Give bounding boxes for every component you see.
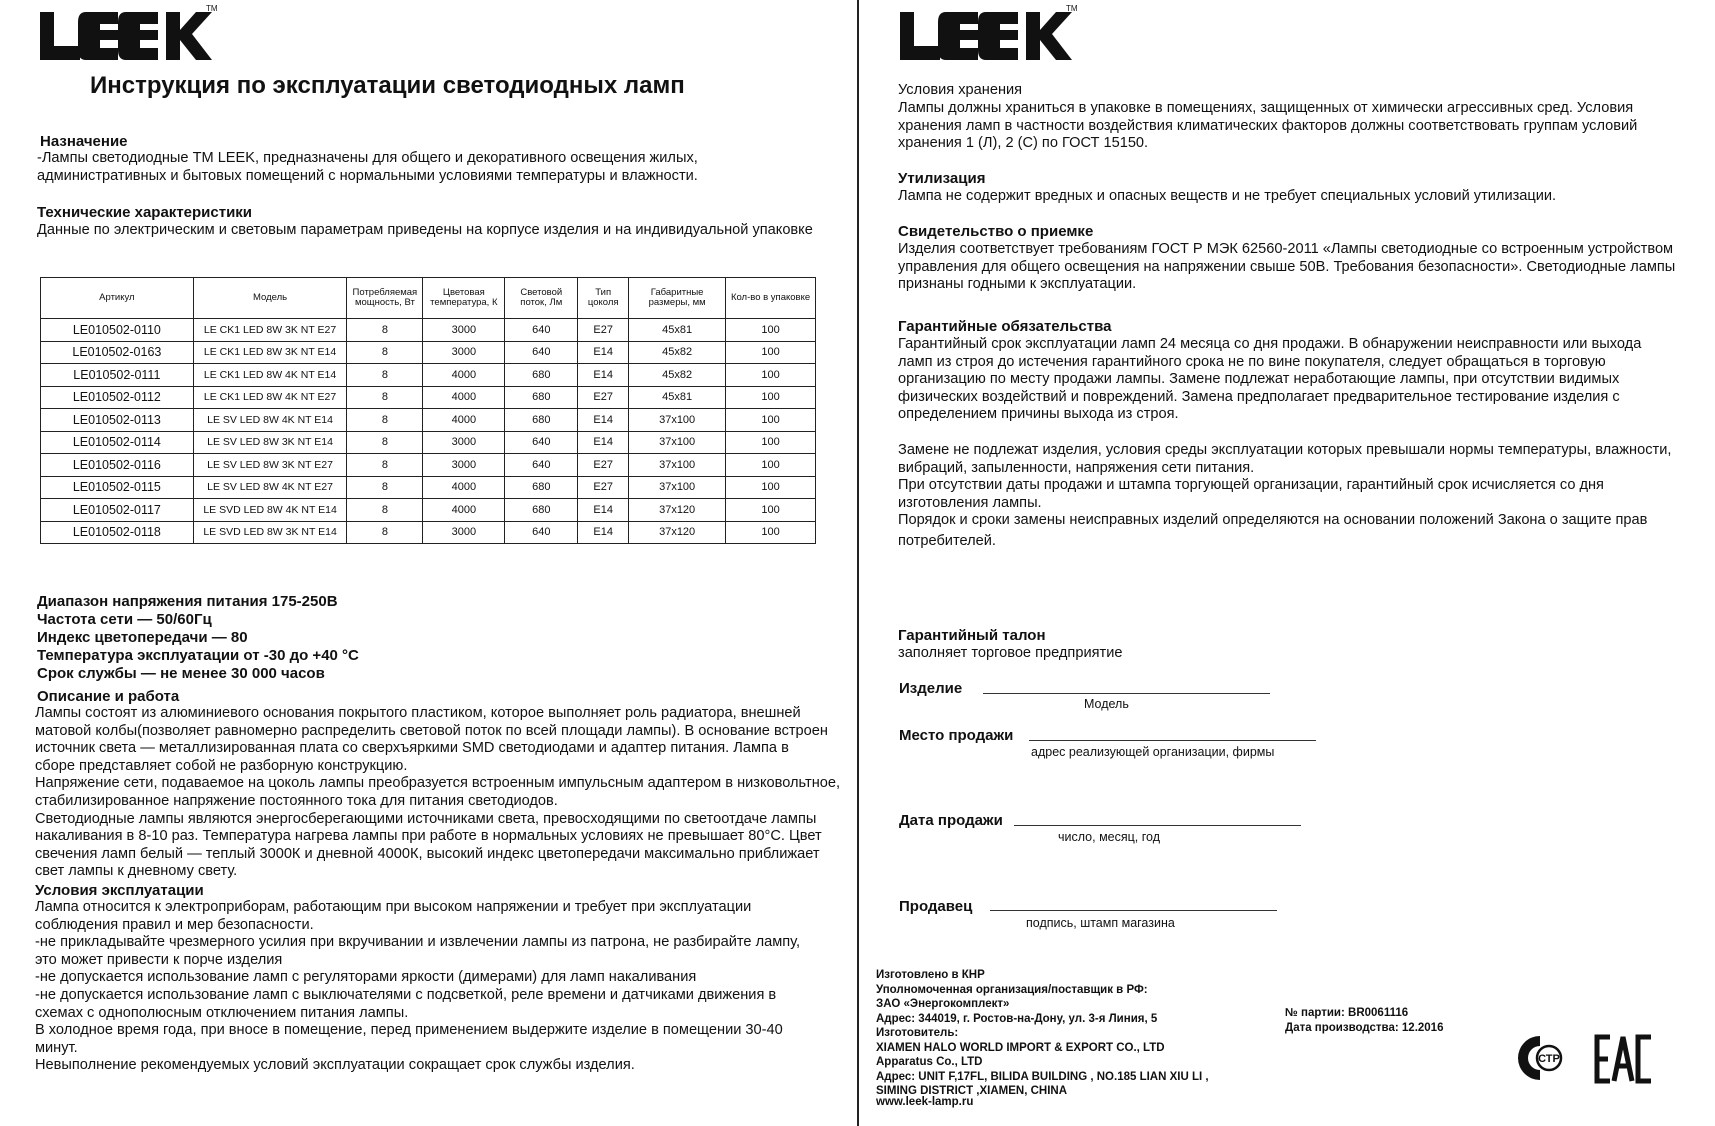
products-table: [40, 277, 816, 544]
table-cell: E14: [578, 499, 629, 522]
place-field-line[interactable]: [1029, 740, 1316, 741]
table-cell: 8: [347, 409, 423, 432]
acceptance-heading: Свидетельство о приемке: [898, 223, 1094, 240]
batch-info: № партии: BR0061116 Дата производства: 12.2016: [1285, 1007, 1444, 1034]
table-row: [41, 521, 816, 544]
table-cell: 640: [505, 431, 578, 454]
table-row: [41, 341, 816, 364]
column-header: Кол-во в упаковке: [726, 278, 816, 319]
table-cell: LE CK1 LED 8W 4K NT E14: [193, 364, 347, 387]
table-cell: 37x120: [629, 521, 726, 544]
table-row: [41, 364, 816, 387]
column-header: Световой поток, Лм: [505, 278, 578, 319]
table-cell: E14: [578, 431, 629, 454]
table-cell: 45x81: [629, 319, 726, 342]
svg-text:СТР: СТР: [1538, 1053, 1560, 1065]
table-cell: 8: [347, 499, 423, 522]
table-cell: E14: [578, 341, 629, 364]
table-cell: LE010502-0115: [41, 476, 194, 499]
table-cell: LE SVD LED 8W 4K NT E14: [193, 499, 347, 522]
document-title: Инструкция по эксплуатации светодиодных ламп: [90, 72, 685, 99]
tech-heading: Технические характеристики: [37, 204, 253, 221]
coupon-subtitle: заполняет торговое предприятие: [898, 645, 1123, 661]
table-cell: 8: [347, 319, 423, 342]
spec-lifetime: Срок службы — не менее 30 000 часов: [37, 665, 325, 682]
table-cell: 4000: [423, 386, 505, 409]
coupon-heading: Гарантийный талон: [898, 627, 1046, 644]
table-cell: 4000: [423, 476, 505, 499]
table-cell: 640: [505, 454, 578, 477]
table-cell: 3000: [423, 341, 505, 364]
table-cell: 8: [347, 431, 423, 454]
column-header: Артикул: [41, 278, 194, 319]
column-header: Тип цоколя: [578, 278, 629, 319]
table-cell: E14: [578, 364, 629, 387]
specs-list: [37, 593, 359, 683]
warranty-heading: Гарантийные обязательства: [898, 318, 1112, 335]
place-hint: адрес реализующей организации, фирмы: [1031, 745, 1275, 759]
table-cell: 8: [347, 454, 423, 477]
table-cell: LE SVD LED 8W 3K NT E14: [193, 521, 347, 544]
table-cell: 8: [347, 521, 423, 544]
svg-text:ЕАС: ЕАС: [1594, 1034, 1597, 1035]
table-cell: E27: [578, 476, 629, 499]
disposal-text: Лампа не содержит вредных и опасных веществ и не требует специальных условий утилизации.: [898, 188, 1557, 204]
table-row: [41, 454, 816, 477]
description-heading: Описание и работа: [37, 688, 180, 705]
table-row: [41, 476, 816, 499]
purpose-heading: Назначение: [40, 133, 128, 150]
table-cell: 8: [347, 386, 423, 409]
table-cell: 4000: [423, 499, 505, 522]
product-hint: Модель: [1084, 697, 1129, 711]
table-cell: LE CK1 LED 8W 3K NT E14: [193, 341, 347, 364]
eac-certification-icon: [1594, 1034, 1654, 1084]
seller-label: Продавец: [899, 898, 973, 915]
spec-frequency: Частота сети — 50/60Гц: [37, 611, 212, 628]
page-divider: [857, 0, 859, 1126]
table-cell: LE010502-0110: [41, 319, 194, 342]
table-row: [41, 409, 816, 432]
table-row: [41, 386, 816, 409]
table-cell: 37x100: [629, 409, 726, 432]
date-field-line[interactable]: [1014, 825, 1301, 826]
table-cell: 100: [726, 521, 816, 544]
table-cell: 680: [505, 499, 578, 522]
table-cell: LE CK1 LED 8W 3K NT E27: [193, 319, 347, 342]
table-cell: E27: [578, 319, 629, 342]
product-label: Изделие: [899, 680, 963, 697]
spec-temperature: Температура эксплуатации от -30 до +40 °С: [37, 647, 359, 664]
leek-logo-right: [898, 8, 1073, 62]
leek-logo: [38, 8, 213, 62]
table-cell: LE010502-0113: [41, 409, 194, 432]
table-cell: 640: [505, 521, 578, 544]
purpose-text: -Лампы светодиодные ТМ LEEK, предназначены для общего и декоративного освещения жилых, административных и бытовых помещений с нормальными условиями температуры и влажности.: [37, 150, 698, 184]
table-cell: LE CK1 LED 8W 4K NT E27: [193, 386, 347, 409]
table-cell: 8: [347, 364, 423, 387]
table-cell: 8: [347, 341, 423, 364]
table-cell: 640: [505, 319, 578, 342]
website-link[interactable]: www.leek-lamp.ru: [876, 1096, 974, 1108]
column-header: Модель: [193, 278, 347, 319]
table-cell: 100: [726, 476, 816, 499]
spec-voltage: Диапазон напряжения питания 175-250В: [37, 593, 338, 610]
table-row: [41, 499, 816, 522]
table-cell: LE010502-0117: [41, 499, 194, 522]
acceptance-text: Изделия соответствует требованиям ГОСТ Р МЭК 62560-2011 «Лампы светодиодные со встроенным устройством управления для общего освещения на напряжении свыше 50В. Требования безопасности». Светодиодные лампы признаны годными к эксплуатации.: [898, 241, 1676, 293]
table-cell: 3000: [423, 431, 505, 454]
product-field-line[interactable]: [983, 693, 1270, 694]
table-cell: E27: [578, 386, 629, 409]
table-cell: LE010502-0116: [41, 454, 194, 477]
warranty-text: Гарантийный срок эксплуатации ламп 24 месяца со дня продажи. В обнаружении неисправности или выхода ламп из строя до истечения гарантийного срока не по вине покупателя, следует обращаться в торговую организацию по месту продажи лампы. Замене подлежат неработающие лампы, при отсутствии видимых физических воздействий и повреждений. Замена предполагает предварительное тестирование изделия с определением причины выхода из строя.: [898, 336, 1642, 423]
trademark-mark-right: TM: [1066, 4, 1078, 13]
table-cell: 37x100: [629, 476, 726, 499]
table-cell: LE SV LED 8W 3K NT E27: [193, 454, 347, 477]
imprint-block: Изготовлено в КНР Уполномоченная организация/поставщик в РФ: ЗАО «Энергокомплект» Адрес: 344019, г. Ростов-на-Дону, ул. 3-я Линия, 5 Изготовитель: XIAMEN HALO WORLD IMPORT & EXPORT CO., LTD Apparatus Co., LTD Адрес: UNIT F,17FL, BILIDA BUILDING , NO.185 LIAN XIU LI , SIMING DISTRICT ,XIAMEN, CHINA: [876, 969, 1209, 1097]
table-cell: E14: [578, 521, 629, 544]
table-cell: 45x82: [629, 364, 726, 387]
table-cell: 4000: [423, 409, 505, 432]
table-cell: LE010502-0118: [41, 521, 194, 544]
table-cell: 3000: [423, 454, 505, 477]
table-cell: 680: [505, 476, 578, 499]
date-label: Дата продажи: [899, 812, 1003, 829]
table-cell: LE010502-0112: [41, 386, 194, 409]
warranty-text-2: Замене не подлежат изделия, условия среды эксплуатации которых превышали нормы температуры, влажности, вибраций, запыленности, напряжения сети питания. При отсутствии даты продажи и штампа торгующей организации, гарантийный срок исчисляется со дня изготовления лампы. Порядок и сроки замены неисправных изделий определяются на основании положений Закона о защите прав потребителей.: [898, 442, 1672, 549]
table-row: [41, 319, 816, 342]
table-cell: LE010502-0111: [41, 364, 194, 387]
table-cell: 100: [726, 386, 816, 409]
table-header-row: [41, 278, 816, 319]
table-cell: LE010502-0163: [41, 341, 194, 364]
date-hint: число, месяц, год: [1058, 830, 1161, 844]
seller-field-line[interactable]: [990, 910, 1277, 911]
table-cell: 4000: [423, 364, 505, 387]
table-cell: 100: [726, 454, 816, 477]
place-label: Место продажи: [899, 727, 1014, 744]
table-cell: 3000: [423, 521, 505, 544]
table-cell: 100: [726, 499, 816, 522]
tech-text: Данные по электрическим и световым параметрам приведены на корпусе изделия и на индивидуальной упаковке: [37, 222, 813, 238]
table-cell: 100: [726, 319, 816, 342]
table-cell: 100: [726, 341, 816, 364]
table-cell: 8: [347, 476, 423, 499]
operation-heading: Условия эксплуатации: [35, 882, 204, 899]
storage-heading: Условия хранения: [898, 82, 1023, 98]
table-cell: 680: [505, 386, 578, 409]
table-cell: 45x82: [629, 341, 726, 364]
table-cell: LE010502-0114: [41, 431, 194, 454]
table-cell: LE SV LED 8W 4K NT E14: [193, 409, 347, 432]
operation-text: Лампа относится к электроприборам, работающим при высоком напряжении и требует при эксплуатации соблюдения правил и мер безопасности. -не прикладывайте чрезмерного усилия при вкручивании и извлечении лампы из патрона, не разбирайте лампу, это может привести к порче изделия -не допускается использование ламп с регуляторами яркости (димерами) для ламп накаливания -не допускается использование ламп с выключателями с подсветкой, реле времени и датчиками движения в схемах с однополюсным отключением питания лампы. В холодное время года, при вносе в помещение, перед применением выдержите изделие в помещении 30-40 минут. Невыполнение рекомендуемых условий эксплуатации сокращает срок службы изделия.: [35, 899, 801, 1074]
table-cell: 37x120: [629, 499, 726, 522]
table-cell: 37x100: [629, 454, 726, 477]
trademark-mark: TM: [206, 4, 218, 13]
spec-cri: Индекс цветопередачи — 80: [37, 629, 248, 646]
table-cell: 100: [726, 409, 816, 432]
seller-hint: подпись, штамп магазина: [1026, 916, 1175, 930]
column-header: Цветовая температура, К: [423, 278, 505, 319]
table-cell: 45x81: [629, 386, 726, 409]
table-cell: 680: [505, 364, 578, 387]
table-row: [41, 431, 816, 454]
column-header: Потребляемая мощность, Вт: [347, 278, 423, 319]
storage-text: Лампы должны храниться в упаковке в помещениях, защищенных от химически агрессивных сред. Условия хранения ламп в частности воздействия климатических факторов должны соответствовать группам условий хранения 1 (Л), 2 (С) по ГОСТ 15150.: [898, 100, 1638, 152]
ctr-certification-icon: [1500, 1032, 1580, 1084]
table-cell: E27: [578, 454, 629, 477]
column-header: Габаритные размеры, мм: [629, 278, 726, 319]
table-cell: 100: [726, 431, 816, 454]
table-cell: 3000: [423, 319, 505, 342]
table-cell: E14: [578, 409, 629, 432]
table-cell: 100: [726, 364, 816, 387]
disposal-heading: Утилизация: [898, 170, 986, 187]
description-text: Лампы состоят из алюминиевого основания покрытого пластиком, которое выполняет роль радиатора, внешней матовой колбы(позволяет равномерно распределить световой поток по всей площади лампы). В основание встроен источник света — металлизированная плата со сверхъяркими SMD светодиодами и адаптер питания. Лампа в сборе представляет собой не разборную конструкцию. Напряжение сети, подаваемое на цоколь лампы преобразуется встроенным импульсным адаптером в низковольтное, стабилизированное напряжение постоянного тока для питания светодиодов. Светодиодные лампы являются энергосберегающими источниками света, превосходящими по светоотдаче лампы накаливания в 8-10 раз. Температура нагрева лампы при работе в нормальных условиях не превышает 80°С. Цвет свечения ламп белый — теплый 3000К и дневной 4000К, высокий индекс цветопередачи максимально приближает свет лампы к дневному свету.: [35, 705, 841, 880]
table-cell: LE SV LED 8W 3K NT E14: [193, 431, 347, 454]
table-cell: LE SV LED 8W 4K NT E27: [193, 476, 347, 499]
table-cell: 680: [505, 409, 578, 432]
table-cell: 640: [505, 341, 578, 364]
table-cell: 37x100: [629, 431, 726, 454]
